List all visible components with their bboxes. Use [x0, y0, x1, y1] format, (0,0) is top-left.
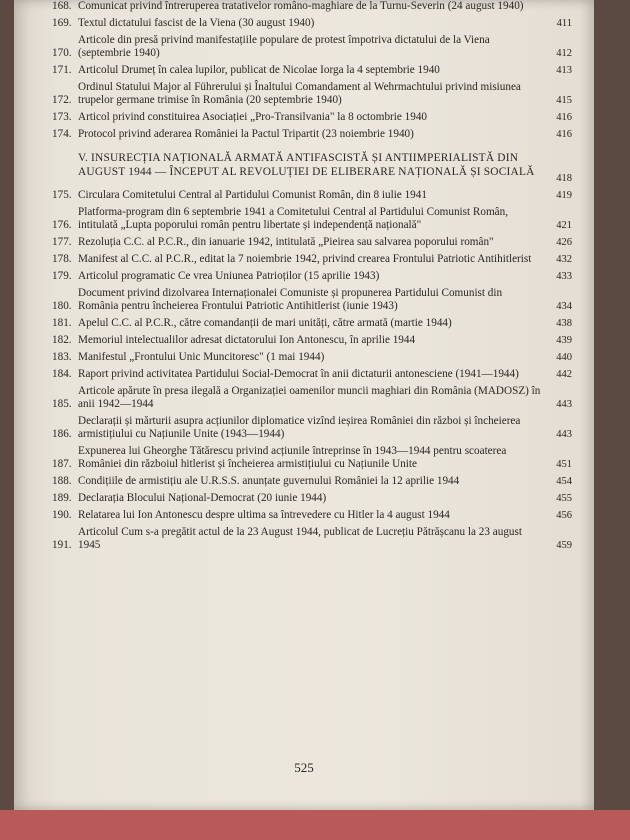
page-number: 525: [294, 760, 314, 775]
entry-number: 191.: [52, 539, 72, 551]
toc-entry: [52, 270, 572, 283]
entry-page-number: 438: [556, 318, 572, 329]
entry-number: 189.: [52, 492, 72, 504]
entry-number: 168.: [52, 0, 72, 12]
entry-number: 169.: [52, 17, 72, 29]
toc-entry: [52, 34, 572, 60]
entry-page-number: 434: [556, 301, 572, 312]
toc-entry: [52, 317, 572, 330]
entry-title: Manifest al C.C. al P.C.R., editat la 7 noiembrie 1942, privind crearea Frontului Patriotic Antihitlerist: [78, 253, 532, 265]
entry-title: Rezoluția C.C. al P.C.R., din ianuarie 1942, intitulată „Pieirea sau salvarea poporului român": [78, 236, 494, 248]
entry-title: Ordinul Statului Major al Führerului și Înaltului Comandament al Wehrmachtului privind misiunea trupelor germane trimise în România (20 septembrie 1940): [78, 81, 521, 106]
toc-entry: [52, 287, 572, 313]
entry-page-number: 412: [556, 48, 572, 59]
toc-entry: [52, 206, 572, 232]
entry-number: 183.: [52, 351, 72, 363]
entry-page-number: 416: [556, 129, 572, 140]
entry-number: 179.: [52, 270, 72, 282]
toc-entry: [52, 17, 572, 30]
entry-title: Document privind dizolvarea Internaționalei Comuniste și propunerea Partidului Comunist din România pentru încheierea Frontului Patriotic Antihitlerist (iunie 1943): [78, 287, 503, 312]
background-surface: [0, 810, 630, 840]
toc-entry: [52, 81, 572, 107]
entry-number: 190.: [52, 509, 72, 521]
section-page-number: 418: [556, 173, 572, 184]
toc-entry: [52, 475, 572, 488]
entry-number: 178.: [52, 253, 72, 265]
entry-title: Articolul programatic Ce vrea Uniunea Patrioților (15 aprilie 1943): [78, 270, 380, 282]
entry-page-number: 459: [556, 540, 572, 551]
entry-number: 170.: [52, 47, 72, 59]
entry-number: 174.: [52, 128, 72, 140]
toc-entry: [52, 0, 572, 13]
entry-title: Protocol privind aderarea României la Pactul Tripartit (23 noiembrie 1940): [78, 128, 414, 140]
entry-title: Platforma-program din 6 septembrie 1941 a Comitetului Central al Partidului Comunist Român, intitulată „Lupta poporului român pentru libertate și independență națională": [78, 206, 509, 231]
toc-entry: [52, 415, 572, 441]
toc-entry: [52, 509, 572, 522]
entry-title: Condițiile de armistițiu ale U.R.S.S. anunțate guvernului României la 12 aprilie 1944: [78, 475, 460, 487]
entry-title: Relatarea lui Ion Antonescu despre ultima sa întrevedere cu Hitler la 4 august 1944: [78, 509, 450, 521]
entry-title: Memoriul intelectualilor adresat dictatorului Ion Antonescu, în aprilie 1944: [78, 334, 416, 346]
entry-title: Comunicat privind întreruperea tratativelor româno-maghiare de la Turnu-Severin (24 august 1940): [78, 0, 524, 12]
entry-page-number: 413: [556, 65, 572, 76]
entry-page-number: 432: [556, 254, 572, 265]
entry-number: 181.: [52, 317, 72, 329]
entry-page-number: 456: [556, 510, 572, 521]
entry-number: 173.: [52, 111, 72, 123]
entry-number: 182.: [52, 334, 72, 346]
entry-title: Articolul Drumeț în calea lupilor, publicat de Nicolae Iorga la 4 septembrie 1940: [78, 64, 440, 76]
entry-page-number: 455: [556, 493, 572, 504]
entry-page-number: 440: [556, 352, 572, 363]
entry-title: Circulara Comitetului Central al Partidului Comunist Român, din 8 iulie 1941: [78, 189, 427, 201]
toc-entry: [52, 64, 572, 77]
toc-entry: [52, 236, 572, 249]
entry-page-number: 443: [556, 429, 572, 440]
entry-number: 185.: [52, 398, 72, 410]
table-of-contents: [52, 0, 572, 556]
toc-list-part-v: [52, 189, 572, 552]
toc-entry: [52, 351, 572, 364]
entry-title: Declarația Blocului Național-Democrat (20 iunie 1944): [78, 492, 327, 504]
section-heading-row: [52, 147, 572, 185]
entry-number: 175.: [52, 189, 72, 201]
entry-page-number: 442: [556, 369, 572, 380]
entry-page-number: 419: [556, 190, 572, 201]
entry-number: 188.: [52, 475, 72, 487]
entry-title: Articole apărute în presa ilegală a Organizației oamenilor muncii maghiari din România (MADOSZ) în anii 1942—1944: [78, 385, 541, 410]
toc-entry: [52, 492, 572, 505]
entry-page-number: 415: [556, 95, 572, 106]
entry-page-number: 411: [556, 18, 572, 29]
entry-title: Articole din presă privind manifestațiile populare de protest împotriva dictatului de la Viena (septembrie 1940): [78, 34, 490, 59]
entry-title: Articolul Cum s-a pregătit actul de la 23 August 1944, publicat de Lucrețiu Pătrășcanu la 23 august 1945: [78, 526, 522, 551]
book-page: [14, 0, 594, 810]
entry-number: 187.: [52, 458, 72, 470]
toc-entry: [52, 253, 572, 266]
toc-entry: [52, 128, 572, 141]
entry-page-number: 421: [556, 220, 572, 231]
entry-page-number: 433: [556, 271, 572, 282]
toc-entry: [52, 526, 572, 552]
entry-number: 172.: [52, 94, 72, 106]
entry-page-number: 454: [556, 476, 572, 487]
entry-number: 177.: [52, 236, 72, 248]
entry-number: 186.: [52, 428, 72, 440]
entry-number: 171.: [52, 64, 72, 76]
toc-entry: [52, 111, 572, 124]
entry-title: Apelul C.C. al P.C.R., către comandanții de mari unități, către armată (martie 1944): [78, 317, 452, 329]
entry-page-number: 426: [556, 237, 572, 248]
entry-title: Raport privind activitatea Partidului Social-Democrat în anii dictaturii antonesciene (1941—1944): [78, 368, 519, 380]
toc-entry: [52, 189, 572, 202]
entry-number: 176.: [52, 219, 72, 231]
entry-page-number: 416: [556, 112, 572, 123]
entry-page-number: 439: [556, 335, 572, 346]
entry-number: 180.: [52, 300, 72, 312]
entry-number: 184.: [52, 368, 72, 380]
toc-entry: [52, 334, 572, 347]
entry-title: Textul dictatului fascist de la Viena (30 august 1940): [78, 17, 315, 29]
toc-list-part-iv: [52, 0, 572, 141]
entry-title: Expunerea lui Gheorghe Tătărescu privind acțiunile întreprinse în 1943—1944 pentru scoaterea României din războiul hitlerist și încheierea armistițiului cu Națiunile Unite: [78, 445, 507, 470]
entry-page-number: 443: [556, 399, 572, 410]
entry-page-number: 451: [556, 459, 572, 470]
toc-entry: [52, 368, 572, 381]
entry-title: Articol privind constituirea Asociației „Pro-Transilvania" la 8 octombrie 1940: [78, 111, 428, 123]
entry-title: Manifestul „Frontului Unic Muncitoresc" (1 mai 1944): [78, 351, 325, 363]
section-heading: V. INSURECȚIA NAȚIONALĂ ARMATĂ ANTIFASCISTĂ ȘI ANTIIMPERIALISTĂ DIN AUGUST 1944 — ÎNCEPUT AL REVOLUȚIEI DE ELIBERARE NAȚIONALĂ ȘI SOCIALĂ: [78, 152, 535, 178]
entry-title: Declarații și mărturii asupra acțiunilor diplomatice vizînd ieșirea României din război și încheierea armistițiului cu Națiunile Unite (1943—1944): [78, 415, 521, 440]
toc-entry: [52, 445, 572, 471]
toc-entry: [52, 385, 572, 411]
